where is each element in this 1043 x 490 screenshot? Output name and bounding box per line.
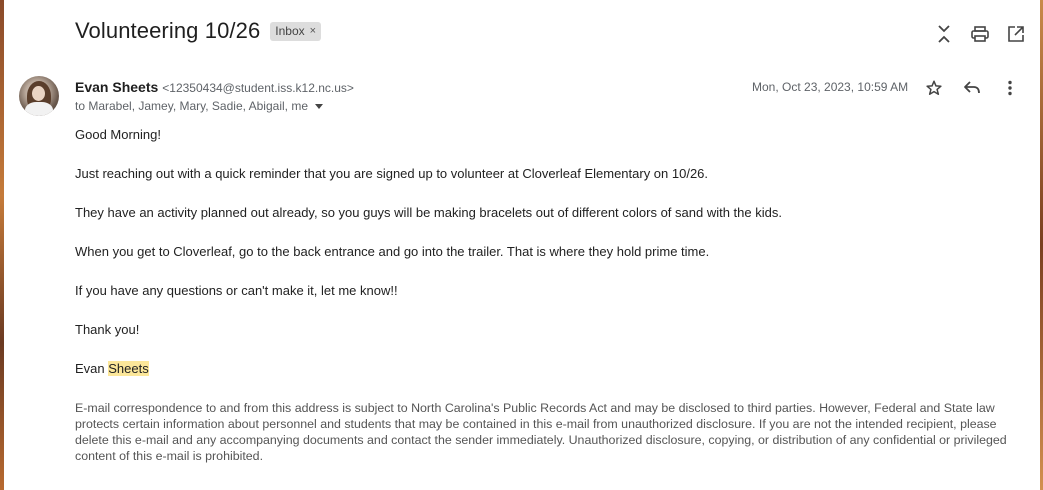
body-paragraph: If you have any questions or can't make it, let me know!! xyxy=(75,283,398,298)
message-actions xyxy=(925,78,1019,98)
thread-toolbar xyxy=(935,24,1025,44)
wallpaper-edge-left xyxy=(0,0,4,490)
email-subject: Volunteering 10/26 xyxy=(75,18,261,43)
recipients-line xyxy=(75,99,323,113)
legal-disclaimer: E-mail correspondence to and from this address is subject to North Carolina's Public Records Act and may be disclosed to third parties. However, Federal and State law protects certain information about personnel and students that may be contained in this e-mail from unauthorized disclosure. If you are not the intended recipient, please delete this e-mail and any accompanying documents and contact the sender immediately. Unauthorized disclosure, copying, or distribution of any confidential or privileged content of this e-mail is prohibited. xyxy=(75,401,1007,463)
star-icon[interactable] xyxy=(925,78,943,98)
signature xyxy=(75,361,149,377)
show-details-icon[interactable] xyxy=(315,104,323,109)
sender-line xyxy=(75,79,354,95)
more-vert-icon[interactable] xyxy=(1001,78,1019,98)
reply-icon[interactable] xyxy=(963,78,981,98)
body-paragraph: When you get to Cloverleaf, go to the back entrance and go into the trailer. That is where they hold prime time. xyxy=(75,244,710,259)
recipients-text: to Marabel, Jamey, Mary, Sadie, Abigail, me xyxy=(75,99,308,113)
sender-email: <12350434@student.iss.k12.nc.us> xyxy=(162,81,354,95)
open-new-window-icon[interactable] xyxy=(1007,24,1025,44)
body-paragraph: They have an activity planned out already, so you guys will be making bracelets out of different colors of sand with the kids. xyxy=(75,205,782,220)
print-icon[interactable] xyxy=(971,24,989,44)
remove-label-icon[interactable]: × xyxy=(309,25,317,37)
label-chip-text: Inbox xyxy=(275,24,305,38)
subject-row xyxy=(75,18,321,44)
signature-first-name: Evan xyxy=(75,361,105,376)
collapse-icon[interactable] xyxy=(935,24,953,44)
message-date: Mon, Oct 23, 2023, 10:59 AM xyxy=(752,80,909,94)
body-greeting: Good Morning! xyxy=(75,127,161,142)
signature-last-name-highlighted: Sheets xyxy=(108,361,149,376)
inbox-label-chip[interactable] xyxy=(270,22,321,41)
body-paragraph: Just reaching out with a quick reminder that you are signed up to volunteer at Cloverleaf Elementary on 10/26. xyxy=(75,166,709,181)
body-thanks: Thank you! xyxy=(75,322,140,337)
sender-name[interactable]: Evan Sheets xyxy=(75,79,159,95)
avatar[interactable] xyxy=(19,76,59,116)
